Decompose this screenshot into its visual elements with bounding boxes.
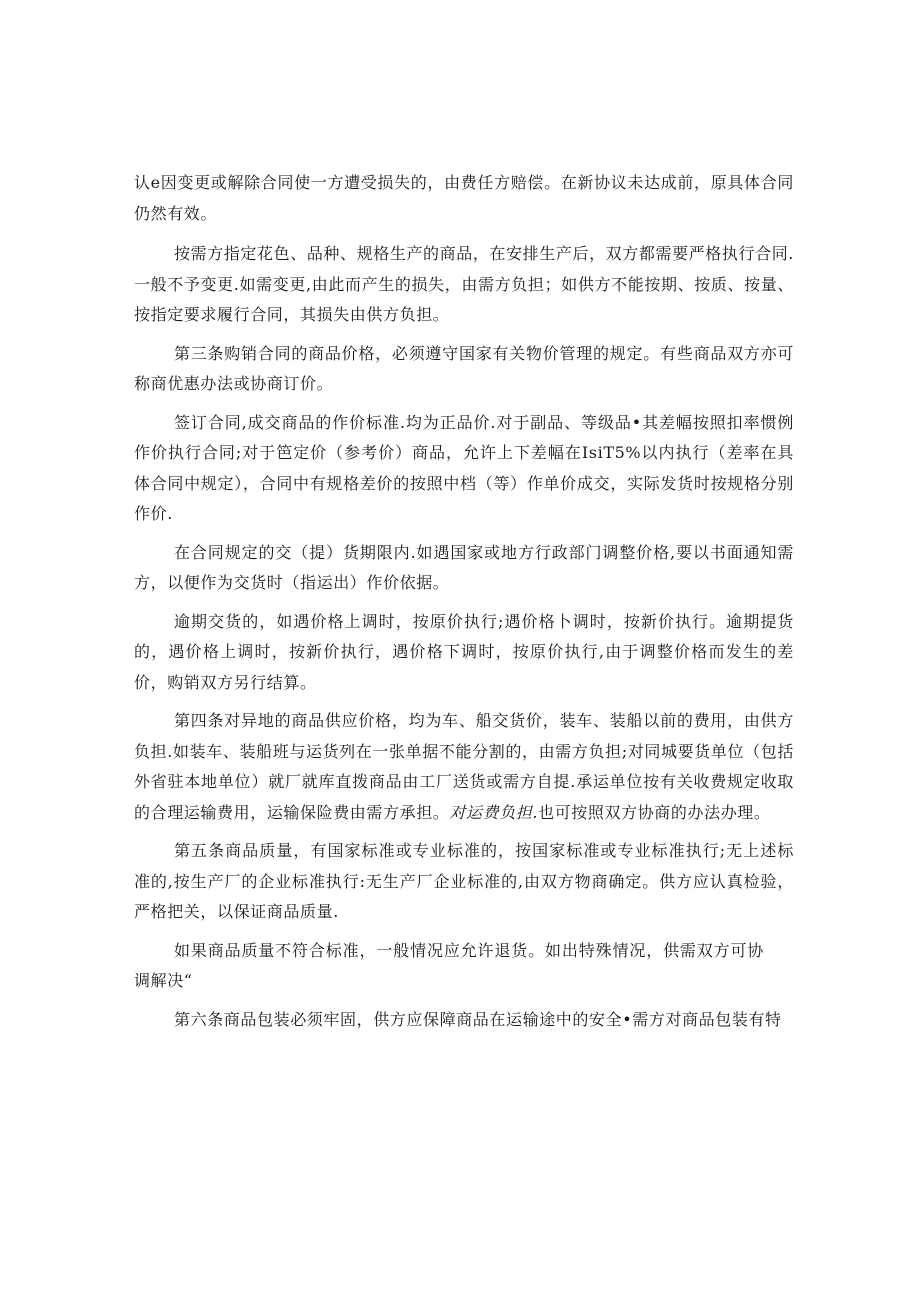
document-body	[134, 168, 794, 1035]
paragraph-1: 认e因变更或解除合同使一方遭受损失的，由费任方赔偿。在新协议未达成前，原具体合同仍然有效。	[134, 173, 794, 223]
paragraph-10: 第六条商品包装必须牢固，供方应保障商品在运输途中的安全•需方对商品包装有特	[174, 1009, 782, 1029]
paragraph-9: 如果商品质量不符合标准，一般情况应允许退货。如出特殊情况，供需双方可协调解决“	[134, 940, 764, 990]
paragraph-8: 第五条商品质量，有国家标准或专业标准的，按国家标准或专业标准执行;无上述标准的,按生产厂的企业标准执行:无生产厂企业标准的,由双方物商确定。供方应认真检验，严格把关，以保证商品质量.	[134, 841, 794, 921]
paragraph-5: 在合同规定的交（提）货期限内.如遇国家或地方行政部门调整价格,要以书面通知需方，以便作为交货时（指运出）作价依据。	[134, 542, 794, 592]
paragraph-7-italic: 对运费负担.	[449, 802, 539, 822]
paragraph-7-tail: 也可按照双方协商的办法办理。	[538, 802, 771, 822]
paragraph-3: 第三条购销合同的商品价格，必须遵守国家有关物价管理的规定。有些商品双方亦可称商优惠办法或协商订价。	[134, 343, 794, 393]
paragraph-7	[134, 706, 794, 828]
paragraph-2: 按需方指定花色、品种、规格生产的商品，在安排生产后，双方都需要严格执行合同.一般不予变更.如需变更,由此而产生的损失，由需方负担；如供方不能按期、按质、按量、按指定要求履行合同，其损失由供方负担。	[134, 244, 794, 324]
paragraph-4: 签订合同,成交商品的作价标准.均为正品价.对于副品、等级品•其差幅按照扣率惯例作价执行合同;对于笆定价（参考价）商品，允许上下差幅在IsiT5%以内执行（差率在具体合同中规定），合同中有规格差价的按照中档（等）作单价成交，实际发货时按规格分别作价.	[134, 412, 794, 523]
paragraph-6: 逾期交货的，如遇价格上调时，按原价执行;遇价格卜调时，按新价执行。逾期提货的，遇价格上调时，按新价执行，遇价格下调时，按原价执行,由于调整价格而发生的差价，购销双方另行结算。	[134, 611, 794, 692]
paragraph-7-main: 第四条对异地的商品供应价格，均为车、船交货价，装车、装船以前的费用，由供方负担.如装车、装船班与运货列在一张单据不能分割的，由需方负担;对同城要货单位（包括外省驻本地单位）就厂就库直拨商品由工厂送货或需方自提.承运单位按有关收费规定收取的合理运输费用，运输保险费由需方承担。	[134, 711, 794, 822]
